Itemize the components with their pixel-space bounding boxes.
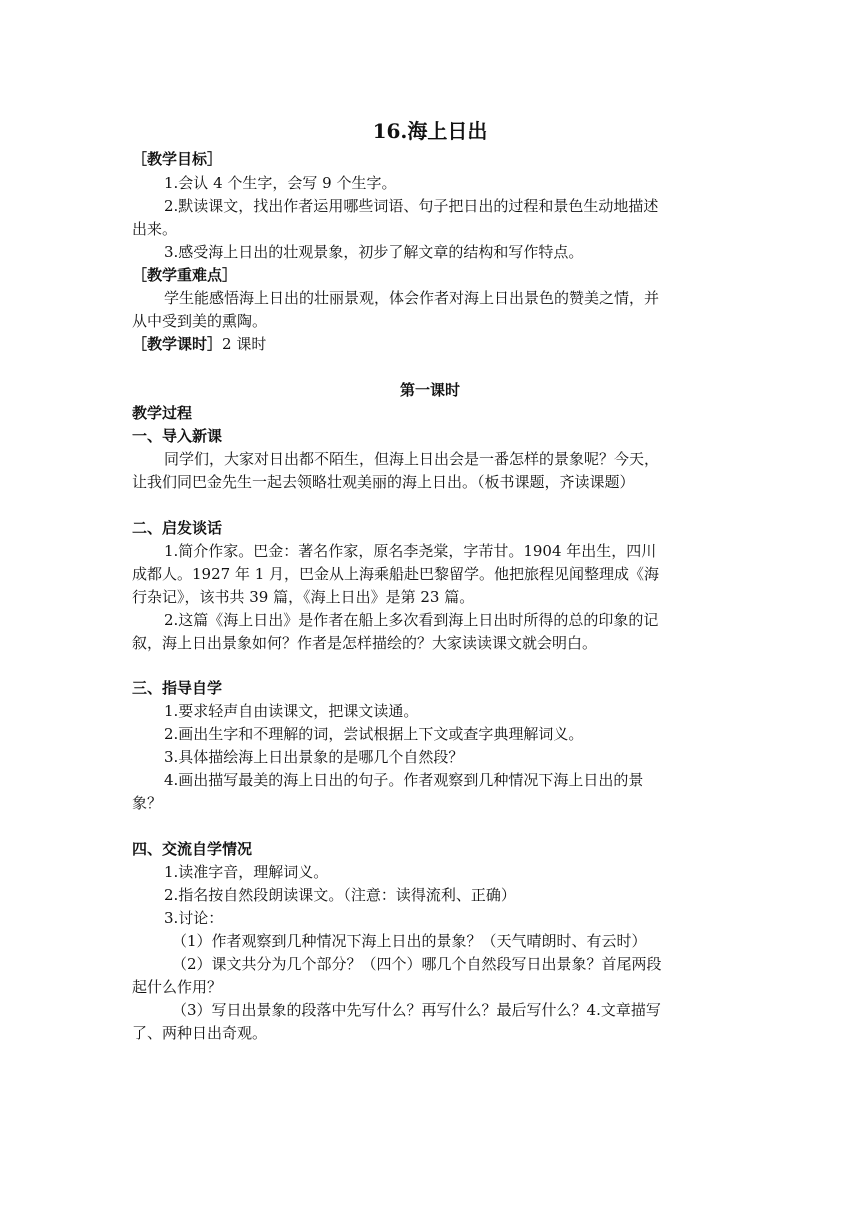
goals-header: ［教学目标］: [132, 150, 223, 168]
goal-item-3: 3.感受海上日出的壮观景象，初步了解文章的结构和写作特点。: [164, 243, 584, 261]
section-3-item-4-cont: 象？: [132, 794, 163, 812]
goal-item-2-cont: 出来。: [132, 220, 178, 238]
section-2-item-2: 2.这篇《海上日出》是作者在船上多次看到海上日出时所得的总的印象的记: [164, 611, 659, 629]
section-4-item-2: 2.指名按自然段朗读课文。（注意：读得流利、正确）: [164, 886, 516, 904]
key-points-header: ［教学重难点］: [132, 266, 238, 284]
discussion-question-2-cont: 起什么作用？: [132, 978, 223, 996]
key-points-text-cont: 从中受到美的熏陶。: [132, 312, 268, 330]
section-2-item-1: 1.简介作家。巴金：著名作家，原名李尧棠，字芾甘。1904 年出生，四川: [164, 542, 657, 560]
section-2-item-2-cont: 叙，海上日出景象如何？作者是怎样描绘的？大家读读课文就会明白。: [132, 634, 598, 652]
goal-item-2: 2.默读课文，找出作者运用哪些词语、句子把日出的过程和景色生动地描述: [164, 197, 659, 215]
section-1-paragraph-cont: 让我们同巴金先生一起去领略壮观美丽的海上日出。（板书课题，齐读课题）: [132, 473, 635, 491]
section-3-item-4: 4.画出描写最美的海上日出的句子。作者观察到几种情况下海上日出的景: [164, 771, 644, 789]
section-2-item-1-cont: 成都人。1927 年 1 月，巴金从上海乘船赴巴黎留学。他把旅程见闻整理成《海: [132, 565, 660, 583]
section-4-item-3: 3.讨论：: [164, 909, 224, 927]
goal-item-1: 1.会认 4 个生字，会写 9 个生字。: [164, 174, 397, 192]
discussion-question-2: （2）课文共分为几个部分？（四个）哪几个自然段写日出景象？首尾两段: [172, 955, 662, 973]
key-points-text: 学生能感悟海上日出的壮丽景观，体会作者对海上日出景色的赞美之情，并: [164, 289, 660, 307]
section-3-item-1: 1.要求轻声自由读课文，把课文读通。: [164, 702, 419, 720]
section-4-header: 四、交流自学情况: [132, 840, 253, 858]
section-2-header: 二、启发谈话: [132, 519, 223, 537]
period-header: ［教学课时］: [132, 335, 223, 353]
discussion-question-3: （3）写日出景象的段落中先写什么？再写什么？最后写什么？4.文章描写: [172, 1001, 661, 1019]
section-3-item-3: 3.具体描绘海上日出景象的是哪几个自然段？: [164, 748, 464, 766]
lesson-title: 第一课时: [399, 381, 460, 399]
discussion-question-1: （1）作者观察到几种情况下海上日出的景象？（天气晴朗时、有云时）: [172, 932, 647, 950]
discussion-question-3-cont: 了、两种日出奇观。: [132, 1024, 268, 1042]
section-2-item-1-cont2: 行杂记》，该书共 39 篇，《海上日出》是第 23 篇。: [132, 588, 475, 606]
section-4-item-1: 1.读准字音，理解词义。: [164, 863, 329, 881]
section-3-item-2: 2.画出生字和不理解的词，尝试根据上下文或查字典理解词义。: [164, 725, 584, 743]
process-heading: 教学过程: [132, 404, 193, 422]
period-value: 2 课时: [222, 335, 267, 353]
section-1-paragraph: 同学们，大家对日出都不陌生，但海上日出会是一番怎样的景象呢？今天，: [164, 450, 660, 468]
period-line: [132, 333, 732, 356]
section-3-header: 三、指导自学: [132, 679, 223, 697]
document-title: 16.海上日出: [372, 119, 488, 143]
section-1-header: 一、导入新课: [132, 427, 223, 445]
